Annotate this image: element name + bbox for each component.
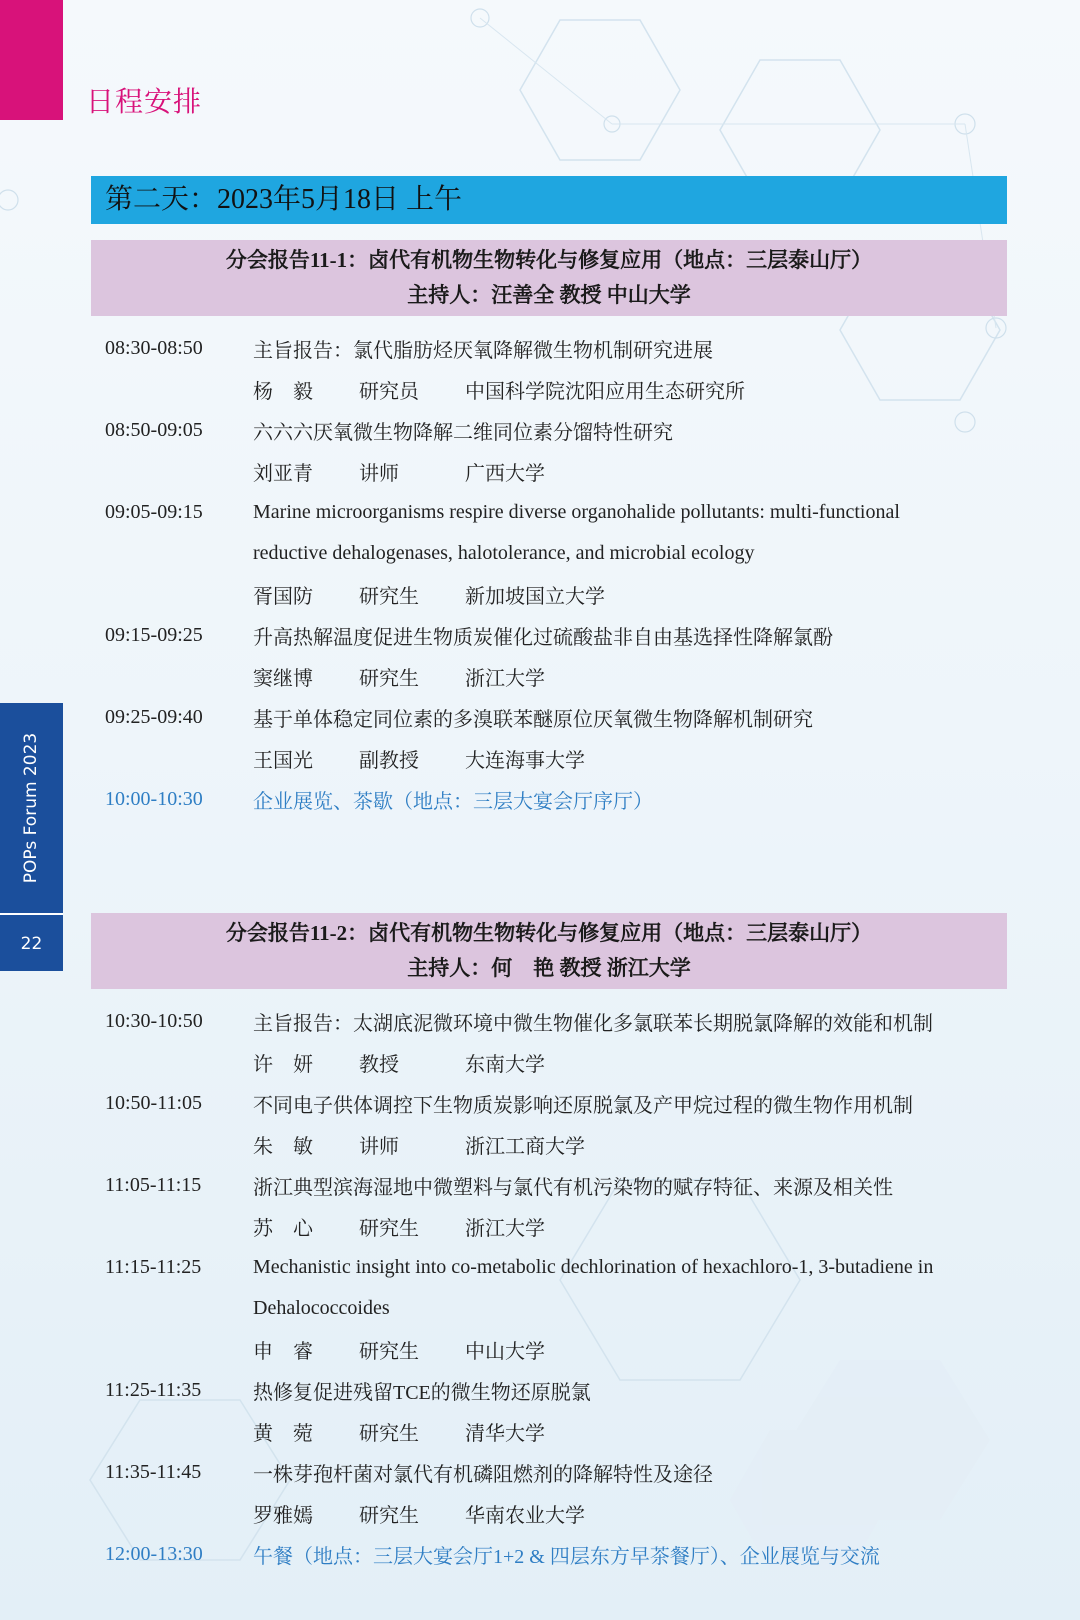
schedule-row <box>91 1329 1007 1370</box>
speaker-org: 新加坡国立大学 <box>465 586 605 608</box>
session-host: 主持人：汪善全 教授 中山大学 <box>407 283 691 307</box>
session-header <box>91 240 1007 316</box>
time-slot: 10:00-10:30 <box>105 788 203 810</box>
speaker-org: 中山大学 <box>465 1341 545 1363</box>
page-heading: 日程安排 <box>86 85 203 118</box>
side-title: POPs Forum 2023 <box>21 732 42 884</box>
schedule-row <box>91 1247 1007 1288</box>
session-title: 分会报告11-1：卤代有机物生物转化与修复应用（地点：三层泰山厅） <box>225 248 873 272</box>
speaker-org: 清华大学 <box>465 1423 545 1445</box>
time-slot: 11:25-11:35 <box>105 1379 202 1401</box>
speaker-info <box>253 1499 1007 1528</box>
speaker-org: 浙江大学 <box>465 1218 545 1240</box>
speaker-role: 副教授 <box>359 750 419 772</box>
speaker-org: 大连海事大学 <box>465 750 585 772</box>
speaker-org: 东南大学 <box>465 1054 545 1076</box>
talk-title: 升高热解温度促进生物质炭催化过硫酸盐非自由基选择性降解氯酚 <box>253 627 833 649</box>
speaker-org: 浙江工商大学 <box>465 1136 585 1158</box>
schedule-row <box>91 1411 1007 1452</box>
schedule-row <box>91 1452 1007 1493</box>
session-gap <box>91 820 1007 897</box>
speaker-name: 刘亚青 <box>253 463 313 485</box>
time-slot: 08:30-08:50 <box>105 337 203 359</box>
talk-title: 浙江典型滨海湿地中微塑料与氯代有机污染物的赋存特征、来源及相关性 <box>253 1177 893 1199</box>
speaker-name: 罗雅嫣 <box>253 1505 313 1527</box>
speaker-info <box>253 1212 1007 1241</box>
speaker-info <box>253 1335 1007 1364</box>
talk-title: 主旨报告：太湖底泥微环境中微生物催化多氯联苯长期脱氯降解的效能和机制 <box>253 1013 933 1035</box>
schedule-row <box>91 492 1007 533</box>
speaker-org: 浙江大学 <box>465 668 545 690</box>
schedule-row <box>91 369 1007 410</box>
schedule-row <box>91 1042 1007 1083</box>
time-slot: 10:30-10:50 <box>105 1010 203 1032</box>
speaker-role: 研究生 <box>359 586 419 608</box>
speaker-name: 王国光 <box>253 750 313 772</box>
speaker-name: 窦继博 <box>253 668 313 690</box>
side-divider <box>0 913 63 915</box>
talk-title: 企业展览、茶歇（地点：三层大宴会厅序厅） <box>253 791 653 813</box>
time-slot: 09:05-09:15 <box>105 501 203 523</box>
speaker-name: 黄 菀 <box>253 1423 313 1445</box>
speaker-name: 申 睿 <box>253 1341 313 1363</box>
schedule-row <box>91 1206 1007 1247</box>
time-slot: 10:50-11:05 <box>105 1092 203 1114</box>
schedule-row <box>91 1083 1007 1124</box>
talk-title: 主旨报告：氯代脂肪烃厌氧降解微生物机制研究进展 <box>253 340 713 362</box>
schedule-row <box>91 615 1007 656</box>
schedule-content <box>91 176 1007 1575</box>
time-slot: 11:15-11:25 <box>105 1256 202 1278</box>
schedule-row <box>91 574 1007 615</box>
schedule-row <box>91 533 1007 574</box>
side-title-box <box>0 703 63 913</box>
session-items <box>91 328 1007 820</box>
speaker-role: 研究员 <box>359 381 419 403</box>
time-slot: 11:35-11:45 <box>105 1461 202 1483</box>
talk-title: reductive dehalogenases, halotolerance, and microbial ecology <box>253 542 755 564</box>
schedule-row <box>91 1001 1007 1042</box>
speaker-name: 杨 毅 <box>253 381 313 403</box>
talk-title: 基于单体稳定同位素的多溴联苯醚原位厌氧微生物降解机制研究 <box>253 709 813 731</box>
schedule-row <box>91 1370 1007 1411</box>
speaker-role: 讲师 <box>359 463 399 485</box>
schedule-row <box>91 410 1007 451</box>
pink-corner-bar <box>0 0 63 120</box>
break-row <box>91 1534 1007 1575</box>
speaker-role: 研究生 <box>359 1505 419 1527</box>
day-header: 第二天：2023年5月18日 上午 <box>91 176 1007 224</box>
time-slot: 09:25-09:40 <box>105 706 203 728</box>
speaker-role: 教授 <box>359 1054 399 1076</box>
schedule-row <box>91 1493 1007 1534</box>
time-slot: 09:15-09:25 <box>105 624 203 646</box>
talk-title: Marine microorganisms respire diverse organohalide pollutants: multi-functional <box>253 501 900 523</box>
speaker-info <box>253 1048 1007 1077</box>
talk-title: Mechanistic insight into co-metabolic dechlorination of hexachloro-1, 3-butadiene in <box>253 1256 934 1278</box>
speaker-name: 苏 心 <box>253 1218 313 1240</box>
speaker-info <box>253 744 1007 773</box>
speaker-info <box>253 375 1007 404</box>
talk-title: 午餐（地点：三层大宴会厅1+2 & 四层东方早茶餐厅）、企业展览与交流 <box>253 1546 880 1568</box>
break-row <box>91 779 1007 820</box>
speaker-org: 中国科学院沈阳应用生态研究所 <box>465 381 745 403</box>
schedule-row <box>91 328 1007 369</box>
speaker-info <box>253 580 1007 609</box>
speaker-org: 广西大学 <box>465 463 545 485</box>
schedule-row <box>91 738 1007 779</box>
schedule-row <box>91 656 1007 697</box>
time-slot: 12:00-13:30 <box>105 1543 203 1565</box>
schedule-row <box>91 697 1007 738</box>
speaker-role: 研究生 <box>359 1423 419 1445</box>
schedule-row <box>91 1124 1007 1165</box>
sessions-container <box>91 240 1007 1575</box>
speaker-info <box>253 457 1007 486</box>
speaker-name: 许 妍 <box>253 1054 313 1076</box>
speaker-role: 研究生 <box>359 1341 419 1363</box>
schedule-row <box>91 1165 1007 1206</box>
session-host: 主持人：何 艳 教授 浙江大学 <box>407 956 691 980</box>
speaker-name: 朱 敏 <box>253 1136 313 1158</box>
time-slot: 11:05-11:15 <box>105 1174 202 1196</box>
time-slot: 08:50-09:05 <box>105 419 203 441</box>
speaker-role: 研究生 <box>359 1218 419 1240</box>
page-number: 22 <box>20 934 43 954</box>
schedule-row <box>91 1288 1007 1329</box>
talk-title: 热修复促进残留TCE的微生物还原脱氯 <box>253 1382 591 1404</box>
speaker-info <box>253 1417 1007 1446</box>
talk-title: 六六六厌氧微生物降解二维同位素分馏特性研究 <box>253 422 673 444</box>
schedule-row <box>91 451 1007 492</box>
talk-title: 一株芽孢杆菌对氯代有机磷阻燃剂的降解特性及途径 <box>253 1464 713 1486</box>
speaker-role: 讲师 <box>359 1136 399 1158</box>
speaker-info <box>253 1130 1007 1159</box>
speaker-name: 胥国防 <box>253 586 313 608</box>
side-tab <box>0 703 63 971</box>
talk-title: 不同电子供体调控下生物质炭影响还原脱氯及产甲烷过程的微生物作用机制 <box>253 1095 913 1117</box>
speaker-org: 华南农业大学 <box>465 1505 585 1527</box>
session-title: 分会报告11-2：卤代有机物生物转化与修复应用（地点：三层泰山厅） <box>225 921 873 945</box>
session-items <box>91 1001 1007 1575</box>
speaker-role: 研究生 <box>359 668 419 690</box>
talk-title: Dehalococcoides <box>253 1297 390 1319</box>
session-header <box>91 913 1007 989</box>
speaker-info <box>253 662 1007 691</box>
